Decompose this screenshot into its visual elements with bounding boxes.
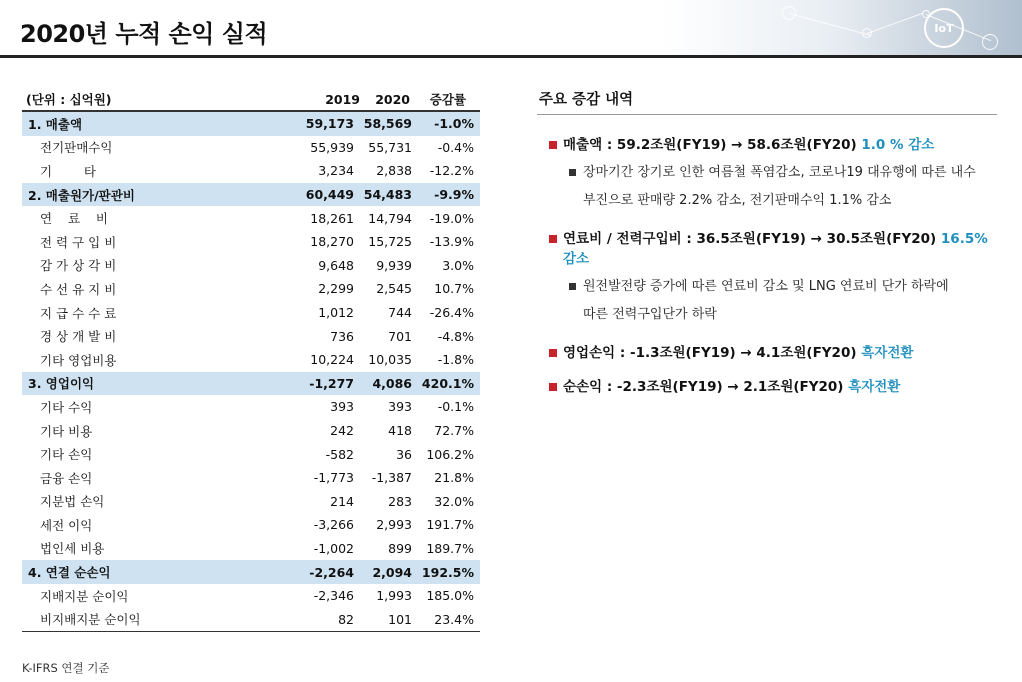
row-label: 금융 손익	[40, 470, 93, 486]
value-2020: 15,725	[368, 234, 412, 250]
value-2020: 4,086	[372, 375, 412, 391]
value-change: -26.4%	[429, 305, 474, 321]
sub-bullet-line: 따른 전력구입단가 하락	[583, 307, 717, 322]
sub-bullet-square-icon	[569, 283, 576, 290]
table-row	[22, 136, 480, 160]
table-row	[22, 277, 480, 301]
header-decoration	[662, 0, 1022, 58]
value-2020: 899	[388, 540, 412, 556]
header-divider	[0, 55, 1022, 58]
bullet-square-icon	[549, 235, 557, 243]
value-2020: 1,993	[376, 588, 412, 604]
value-change: -19.0%	[429, 210, 474, 226]
value-2019: -3,266	[313, 517, 354, 533]
table-row	[22, 230, 480, 254]
summary-sub-bullet	[537, 273, 997, 329]
value-2019: -2,346	[313, 588, 354, 604]
sub-bullet-line: 부진으로 판매량 2.2% 감소, 전기판매수익 1.1% 감소	[583, 193, 892, 208]
value-change: 185.0%	[426, 588, 474, 604]
summary-bullet	[537, 229, 997, 269]
value-2019: 736	[330, 328, 354, 344]
summary-sub-bullet	[537, 159, 997, 215]
table-row	[22, 206, 480, 230]
bullet-accent: 16.5% 감소	[563, 231, 988, 267]
table-section-row	[22, 112, 480, 136]
value-2019: 18,270	[310, 234, 354, 250]
value-change: 192.5%	[421, 564, 474, 580]
value-2019: 393	[330, 399, 354, 415]
table-row	[22, 537, 480, 561]
bullet-text: 매출액 : 59.2조원(FY19) → 58.6조원(FY20)	[563, 137, 862, 153]
value-change: -1.8%	[437, 352, 474, 368]
table-row	[22, 324, 480, 348]
value-2020: 10,035	[368, 352, 412, 368]
value-change: -4.8%	[437, 328, 474, 344]
row-label: 수 선 유 지 비	[40, 281, 117, 297]
table-section-row	[22, 372, 480, 396]
row-label: 지분법 손익	[40, 494, 105, 510]
value-change: -13.9%	[429, 234, 474, 250]
table-row	[22, 254, 480, 278]
value-2019: 10,224	[310, 352, 354, 368]
table-row	[22, 584, 480, 608]
bullet-text: 영업손익 : -1.3조원(FY19) → 4.1조원(FY20)	[563, 345, 862, 361]
value-change: 10.7%	[434, 281, 474, 297]
value-change: 191.7%	[426, 517, 474, 533]
value-change: -9.9%	[434, 187, 474, 203]
sub-bullet-line: 장마기간 장기로 인한 여름철 폭염감소, 코로나19 대유행에 따른 내수	[583, 165, 976, 180]
bullet-text: 연료비 / 전력구입비 : 36.5조원(FY19) → 30.5조원(FY20)	[563, 231, 941, 247]
table-row	[22, 348, 480, 372]
value-2020: 54,483	[363, 187, 412, 203]
row-label: 감 가 상 각 비	[40, 258, 117, 274]
value-2019: -1,277	[309, 375, 354, 391]
value-change: 189.7%	[426, 540, 474, 556]
unit-label: (단위 : 십억원)	[26, 92, 112, 107]
row-label: 기타 손익	[40, 447, 93, 463]
table-row	[22, 466, 480, 490]
row-label: 법인세 비용	[40, 541, 105, 557]
value-2019: 2,299	[318, 281, 354, 297]
table-section-row	[22, 560, 480, 584]
page-header	[0, 0, 1022, 58]
summary-bullet	[537, 343, 997, 363]
page-title: 2020년 누적 손익 실적	[20, 20, 268, 48]
value-2019: 82	[338, 611, 354, 627]
value-change: 3.0%	[442, 257, 474, 273]
value-change: -0.4%	[437, 139, 474, 155]
column-header-change: 증감률	[429, 92, 466, 107]
row-label: 기타 수익	[40, 399, 93, 415]
summary-list	[537, 135, 997, 397]
sub-bullet-line: 원전발전량 증가에 따른 연료비 감소 및 LNG 연료비 단가 하락에	[583, 279, 949, 294]
row-label: 3. 영업이익	[28, 376, 95, 392]
row-label: 기타 영업비용	[40, 352, 117, 368]
summary-divider	[537, 114, 997, 115]
sub-bullet-square-icon	[569, 169, 576, 176]
value-2020: 2,094	[372, 564, 412, 580]
value-change: 72.7%	[434, 423, 474, 439]
row-label: 기 타	[40, 163, 96, 179]
value-2020: 101	[388, 611, 412, 627]
table-row	[22, 490, 480, 514]
value-2019: 214	[330, 493, 354, 509]
table-header-row	[22, 88, 480, 110]
row-label: 기타 비용	[40, 423, 93, 439]
value-2020: 283	[388, 493, 412, 509]
column-header-2020: 2020	[375, 91, 410, 107]
row-label: 경 상 개 발 비	[40, 329, 117, 345]
bullet-accent: 흑자전환	[861, 345, 914, 361]
footnote: K-IFRS 연결 기준	[22, 661, 110, 675]
table-row	[22, 419, 480, 443]
value-2019: 242	[330, 423, 354, 439]
iot-icon: IoT	[924, 8, 964, 48]
value-change: 21.8%	[434, 470, 474, 486]
row-label: 지배지분 순이익	[40, 588, 129, 604]
bullet-accent: 1.0 % 감소	[861, 137, 935, 153]
summary-bullet	[537, 377, 997, 397]
bullet-accent: 흑자전환	[848, 379, 901, 395]
value-2019: 1,012	[318, 305, 354, 321]
row-label: 비지배지분 순이익	[40, 612, 141, 628]
summary-bullet	[537, 135, 997, 155]
value-change: -0.1%	[437, 399, 474, 415]
row-label: 연 료 비	[40, 211, 109, 227]
row-label: 4. 연결 순손익	[28, 565, 111, 581]
bullet-square-icon	[549, 349, 557, 357]
value-2020: 9,939	[376, 257, 412, 273]
table-row	[22, 513, 480, 537]
value-2019: -1,002	[313, 540, 354, 556]
table-body	[22, 112, 480, 631]
value-2020: 2,838	[376, 163, 412, 179]
summary-title: 주요 증감 내역	[539, 92, 634, 108]
bullet-square-icon	[549, 383, 557, 391]
table-row	[22, 395, 480, 419]
value-2020: 701	[388, 328, 412, 344]
value-2020: 14,794	[368, 210, 412, 226]
bullet-text: 순손익 : -2.3조원(FY19) → 2.1조원(FY20)	[563, 379, 849, 395]
value-change: 23.4%	[434, 611, 474, 627]
value-2020: 2,993	[376, 517, 412, 533]
value-2020: -1,387	[371, 470, 412, 486]
value-2020: 55,731	[368, 139, 412, 155]
table-bottom-rule	[22, 631, 480, 632]
value-2019: -1,773	[313, 470, 354, 486]
value-2019: 55,939	[310, 139, 354, 155]
table-row	[22, 442, 480, 466]
table-row	[22, 607, 480, 631]
financial-table	[22, 88, 480, 632]
row-label: 지 급 수 수 료	[40, 305, 117, 321]
value-2020: 36	[396, 446, 412, 462]
value-2020: 2,545	[376, 281, 412, 297]
value-2019: -582	[325, 446, 354, 462]
value-2019: 9,648	[318, 257, 354, 273]
value-change: 420.1%	[421, 375, 474, 391]
value-2019: 3,234	[318, 163, 354, 179]
value-change: 106.2%	[426, 446, 474, 462]
value-2019: 60,449	[305, 187, 354, 203]
row-label: 2. 매출원가/판관비	[28, 187, 135, 203]
row-label: 전기판매수익	[40, 140, 113, 156]
value-2020: 393	[388, 399, 412, 415]
value-2019: -2,264	[309, 564, 354, 580]
table-row	[22, 159, 480, 183]
row-label: 세전 이익	[40, 517, 93, 533]
bullet-square-icon	[549, 141, 557, 149]
value-2020: 58,569	[363, 116, 412, 132]
table-section-row	[22, 183, 480, 207]
table-row	[22, 301, 480, 325]
summary-panel	[537, 88, 997, 397]
value-change: -12.2%	[429, 163, 474, 179]
value-2019: 59,173	[305, 116, 354, 132]
value-change: -1.0%	[434, 116, 474, 132]
row-label: 1. 매출액	[28, 116, 83, 132]
value-2020: 418	[388, 423, 412, 439]
column-header-2019: 2019	[325, 91, 360, 107]
value-2019: 18,261	[310, 210, 354, 226]
value-2020: 744	[388, 305, 412, 321]
row-label: 전 력 구 입 비	[40, 234, 117, 250]
value-change: 32.0%	[434, 493, 474, 509]
